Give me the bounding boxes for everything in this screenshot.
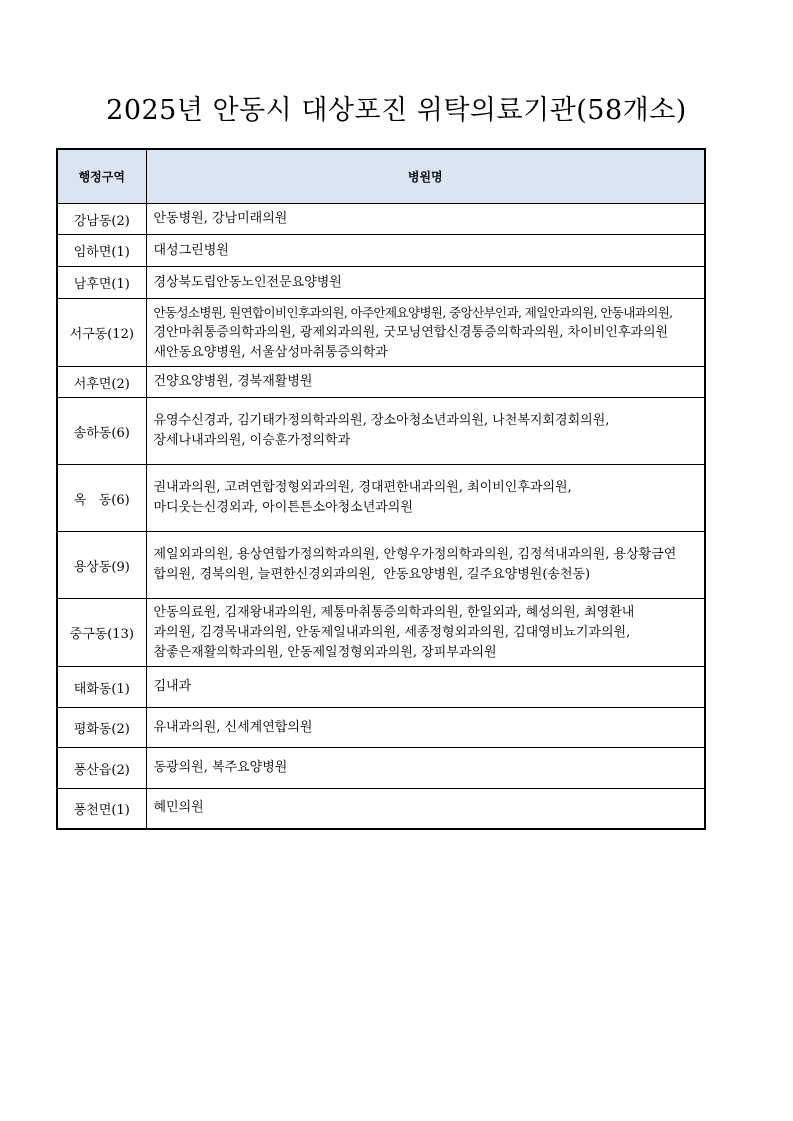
hospital-line: 안동병원, 강남미래의원 xyxy=(153,211,288,226)
hospital-line: 합의원, 경북의원, 늘편한신경외과의원, 안동요양병원, 길주요양병원(송천동) xyxy=(153,567,591,582)
hospital-line: 마디웃는신경외과, 아이튼튼소아청소년과의원 xyxy=(153,500,413,515)
table-header-row xyxy=(57,149,705,204)
table-row xyxy=(57,299,705,367)
district-cell: 강남동(2) xyxy=(57,204,146,235)
hospital-cell xyxy=(146,235,705,267)
district-cell: 임하면(1) xyxy=(57,235,146,267)
district-cell: 서후면(2) xyxy=(57,367,146,398)
header-hospital: 병원명 xyxy=(146,149,705,204)
hospital-line: 안동성소병원, 원연합이비인후과의원, 아주안제요양병원, 중앙산부인과, 제일안과의원, 안동내과의원, xyxy=(153,304,673,320)
hospital-line: 과의원, 김경목내과의원, 안동제일내과의원, 세종정형외과의원, 김대영비뇨기과의원, xyxy=(153,624,631,640)
district-cell: 남후면(1) xyxy=(57,267,146,299)
hospital-line: 유내과의원, 신세계연합의원 xyxy=(153,719,313,735)
hospital-cell xyxy=(146,708,705,748)
hospital-line: 김내과 xyxy=(153,679,192,694)
hospital-line: 권내과의원, 고려연합정형외과의원, 경대편한내과의원, 최이비인후과의원, xyxy=(153,480,572,495)
table-row xyxy=(57,599,705,667)
hospital-cell xyxy=(146,267,705,299)
hospital-cell xyxy=(146,532,705,599)
hospital-cell xyxy=(146,465,705,532)
district-cell: 태화동(1) xyxy=(57,667,146,708)
district-cell: 중구동(13) xyxy=(57,599,146,667)
hospital-line: 제일외과의원, 용상연합가정의학과의원, 안형우가정의학과의원, 김정석내과의원, 용상황금연 xyxy=(153,547,677,562)
table-row xyxy=(57,235,705,267)
district-cell: 용상동(9) xyxy=(57,532,146,599)
district-cell: 풍천면(1) xyxy=(57,789,146,829)
table-row xyxy=(57,789,705,829)
district-cell: 옥 동(6) xyxy=(57,465,146,532)
table-row xyxy=(57,367,705,398)
hospital-cell xyxy=(146,599,705,667)
hospital-table xyxy=(56,148,706,830)
hospital-line: 참좋은재활의학과의원, 안동제일정형외과의원, 장피부과의원 xyxy=(153,644,497,660)
page-title: 2025년 안동시 대상포진 위탁의료기관(58개소) xyxy=(106,95,687,126)
hospital-line: 동광의원, 복주요양병원 xyxy=(153,760,288,775)
district-cell: 송하동(6) xyxy=(57,398,146,465)
hospital-line: 안동의료원, 김재왕내과의원, 제통마취통증의학과의원, 한일외과, 혜성의원, 최영환내 xyxy=(153,604,635,620)
district-cell: 풍산읍(2) xyxy=(57,748,146,789)
table-row xyxy=(57,398,705,465)
hospital-cell xyxy=(146,299,705,367)
table-row xyxy=(57,532,705,599)
hospital-line: 새안동요양병원, 서울삼성마취통증의학과 xyxy=(153,344,388,360)
hospital-cell xyxy=(146,667,705,708)
table-row xyxy=(57,667,705,708)
hospital-line: 경안마취통증의학과의원, 광제외과의원, 굿모닝연합신경통증의학과의원, 차이비인후과의원 xyxy=(153,324,669,340)
table-row xyxy=(57,708,705,748)
table-row xyxy=(57,267,705,299)
hospital-line: 건양요양병원, 경북재활병원 xyxy=(153,374,313,389)
hospital-cell xyxy=(146,204,705,235)
hospital-cell xyxy=(146,789,705,829)
table-row xyxy=(57,204,705,235)
district-cell: 서구동(12) xyxy=(57,299,146,367)
hospital-cell xyxy=(146,367,705,398)
header-district: 행정구역 xyxy=(57,149,146,204)
table-row xyxy=(57,465,705,532)
hospital-line: 대성그린병원 xyxy=(153,242,229,258)
hospital-cell xyxy=(146,398,705,465)
table-row xyxy=(57,748,705,789)
district-cell: 평화동(2) xyxy=(57,708,146,748)
hospital-line: 혜민의원 xyxy=(153,800,204,816)
hospital-line: 장세나내과의원, 이승훈가정의학과 xyxy=(153,433,351,448)
hospital-line: 경상북도립안동노인전문요양병원 xyxy=(153,274,342,290)
hospital-line: 유영수신경과, 김기태가정의학과의원, 장소아청소년과의원, 나천복지회경회의원, xyxy=(153,413,610,428)
hospital-cell xyxy=(146,748,705,789)
